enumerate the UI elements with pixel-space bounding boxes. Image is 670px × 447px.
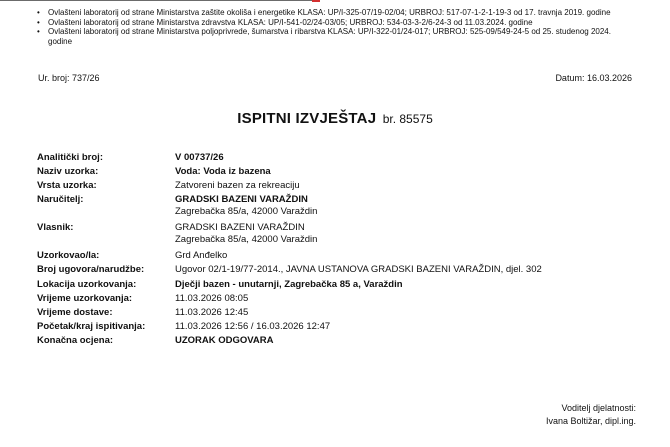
field-value-line: 11.03.2026 08:05 [175,293,249,304]
field-value-line: Zagrebačka 85/a, 42000 Varaždin [175,234,318,245]
field-label: Lokacija uzorkovanja: [37,279,137,290]
report-date: Datum: 16.03.2026 [555,73,632,83]
field-row [37,264,647,279]
field-value [175,222,647,246]
field-value-line: Grd Anđelko [175,250,228,261]
field-label: Analitički broj: [37,152,103,163]
bullet-icon: • [37,17,40,27]
bullet-icon: • [37,8,40,17]
field-value-line: Zagrebačka 85/a, 42000 Varaždin [175,206,318,217]
field-row [37,335,647,349]
field-label: Vrijeme uzorkovanja: [37,293,133,304]
field-label: Uzorkovao/la: [37,250,100,261]
accreditation-item [36,27,636,46]
field-row [37,194,647,222]
field-value-line: 11.03.2026 12:56 / 16.03.2026 12:47 [175,321,331,332]
accreditation-item [36,8,636,18]
report-number: br. 85575 [382,112,433,126]
field-label: Vlasnik: [37,222,74,233]
signature-name: Ivana Boltižar, dipl.ing. [545,416,636,426]
field-value [175,180,647,192]
field-row [37,152,647,166]
field-row [37,250,647,264]
bullet-icon: • [37,27,40,36]
top-rule-accent [312,0,320,2]
signature-block [546,402,636,428]
top-rule [0,0,670,3]
field-label: Naziv uzorka: [37,166,99,177]
report-title-main: ISPITNI IZVJEŠTAJ [237,110,377,127]
field-value-line: V 00737/26 [175,152,224,163]
field-row [37,321,647,335]
field-value [175,166,647,178]
accreditation-text: Ovlašteni laboratorij od strane Ministarstva zdravstva KLASA: UP/I-541-02/24-03/05; URBROJ: 534-03-3-2/6-24-3 od 11.03.2024. godine [48,17,533,27]
field-row [37,307,647,321]
field-value-line: Ugovor 02/1-19/77-2014., JAVNA USTANOVA GRADSKI BAZENI VARAŽDIN, djel. 302 [175,264,542,275]
registry-number: Ur. broj: 737/26 [38,73,100,83]
field-row [37,180,647,194]
field-label: Konačna ocjena: [37,335,114,346]
accreditation-text: Ovlašteni laboratorij od strane Ministarstva poljoprivrede, šumarstva i ribarstva KLASA: UP/I-322-01/24-017; URBROJ: 525-09/549-24-5 od 25. studenog 2024. godine [48,27,611,46]
field-label: Početak/kraj ispitivanja: [37,321,146,332]
field-label: Vrsta uzorka: [37,180,97,191]
field-row [37,293,647,307]
signature-role: Voditelj djelatnosti: [561,403,636,413]
field-label: Broj ugovora/narudžbe: [37,264,145,275]
field-value [175,250,647,262]
field-value-line: Zatvoreni bazen za rekreaciju [175,180,300,191]
field-label: Naručitelj: [37,194,84,205]
field-value [175,293,647,305]
field-row [37,279,647,293]
field-value-line: UZORAK ODGOVARA [175,335,274,346]
field-value [175,194,647,218]
field-value [175,321,647,333]
field-value-line: Voda: Voda iz bazena [175,166,271,177]
field-label: Vrijeme dostave: [37,307,113,318]
report-title [0,110,670,128]
accreditation-item [36,18,636,28]
top-rule-gray [0,0,312,1]
field-value-line: GRADSKI BAZENI VARAŽDIN [175,222,305,233]
field-value-line: Dječji bazen - unutarnji, Zagrebačka 85 a, Varaždin [175,279,403,290]
field-value [175,279,647,291]
report-fields [37,152,647,349]
field-row [37,166,647,180]
field-value [175,152,647,164]
field-value [175,307,647,319]
field-row [37,222,647,250]
field-value [175,264,647,276]
field-value-line: 11.03.2026 12:45 [175,307,249,318]
field-value-line: GRADSKI BAZENI VARAŽDIN [175,194,308,205]
accreditation-text: Ovlašteni laboratorij od strane Ministarstva zaštite okoliša i energetike KLASA: UP/I-325-07/19-02/04; URBROJ: 517-07-1-2-1-19-3 od 17. travnja 2019. godine [48,8,611,17]
field-value [175,335,647,347]
accreditation-list [36,8,636,46]
